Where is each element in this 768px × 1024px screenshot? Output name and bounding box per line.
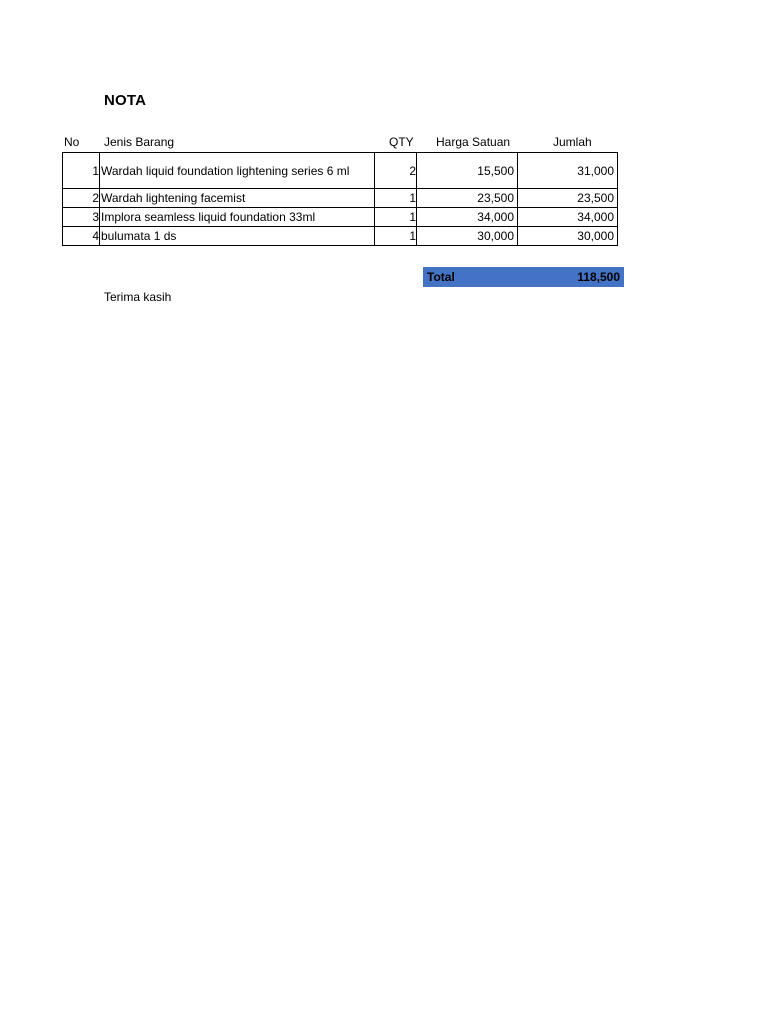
item-qty: 2 [375,153,417,189]
item-name: Implora seamless liquid foundation 33ml [100,208,375,227]
item-name: Wardah lightening facemist [100,189,375,208]
item-qty: 1 [375,208,417,227]
column-header-item: Jenis Barang [104,135,175,149]
page-title: NOTA [104,92,147,109]
total-label: Total [427,270,455,284]
table-row [63,208,618,227]
column-header-amount: Jumlah [553,135,592,149]
item-unit-price: 23,500 [417,189,518,208]
table-row [63,153,618,189]
item-number: 3 [63,208,100,227]
item-number: 1 [63,153,100,189]
items-table [62,152,618,246]
column-header-unit-price: Harga Satuan [436,135,511,149]
table-row [63,227,618,246]
item-amount: 31,000 [518,153,618,189]
column-header-no: No [64,135,80,149]
item-unit-price: 34,000 [417,208,518,227]
item-name: Wardah liquid foundation lightening series 6 ml [100,153,375,189]
item-unit-price: 15,500 [417,153,518,189]
total-row [423,267,624,287]
table-row [63,189,618,208]
closing-note: Terima kasih [104,290,172,304]
item-number: 4 [63,227,100,246]
total-value: 118,500 [577,270,620,284]
column-header-qty: QTY [389,135,414,149]
item-amount: 34,000 [518,208,618,227]
item-number: 2 [63,189,100,208]
item-unit-price: 30,000 [417,227,518,246]
item-qty: 1 [375,227,417,246]
item-name: bulumata 1 ds [100,227,375,246]
item-amount: 23,500 [518,189,618,208]
item-amount: 30,000 [518,227,618,246]
item-qty: 1 [375,189,417,208]
